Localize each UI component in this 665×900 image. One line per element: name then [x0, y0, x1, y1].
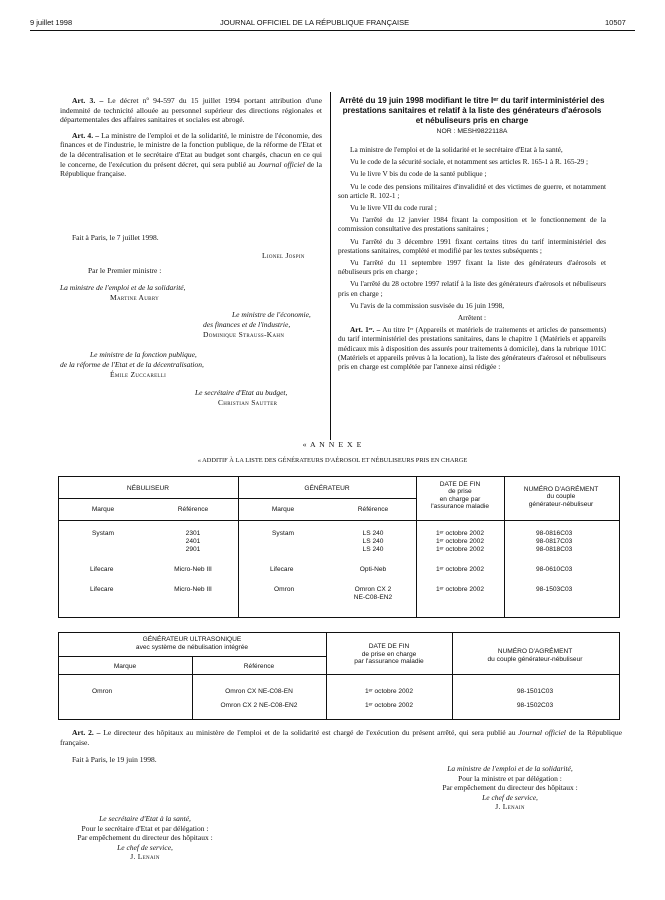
- table-cell: 98-1502C03: [516, 702, 554, 709]
- table2-h-date: DATE DE FIN de prise en charge par l'assurance maladie: [354, 643, 424, 666]
- arretent: Arrêtent :: [457, 313, 487, 323]
- table-cell: 1ᵉʳ octobre 2002: [435, 538, 485, 545]
- table-cell: Omron CX 2 NE-C08-EN2: [220, 702, 298, 709]
- table-cell: Lifecare: [90, 586, 114, 593]
- table-cell: 1ᵉʳ octobre 2002: [435, 586, 485, 593]
- table-cell: 1ᵉʳ octobre 2002: [364, 688, 414, 695]
- table1-header-divider: [58, 498, 416, 499]
- table-cell: Omron: [92, 688, 113, 695]
- table1-sub-reference: Référence: [177, 506, 209, 513]
- table-cell: LS 240: [362, 546, 384, 553]
- table-cell: NE-C08-EN2: [353, 594, 393, 601]
- table-cell: Systam: [92, 530, 114, 537]
- visa-item: Vu le livre V bis du code de la santé publique ;: [350, 169, 487, 179]
- min-emploi-name: Martine Aubry: [110, 293, 160, 302]
- visa-item: Vu l'arrêté du 3 décembre 1991 fixant certains titres du tarif interministériel des prestations sanitaires, complété et modifié par les textes subséquents ;: [338, 236, 606, 255]
- article-1: Art. 1ᵉʳ. – Au titre Iᵉʳ (Appareils et matériels de traitements et articles de pansements) du tarif interministériel des prestations sanitaires, dans le chapitre 1 (Matériels et appareils médicaux mis à disposition des assurés pour traitements à domicile), dans la rubrique 101C (Matériels et appareils prévus à la location), la liste des générateurs d'aérosol et nébuliseurs pris en charge est complétée par l'annexe ainsi rédigée :: [338, 325, 607, 372]
- sec-budget-name: Christian Sautter: [218, 398, 278, 407]
- table-cell: 2301: [185, 530, 201, 537]
- min-fp-title-1: Le ministre de la fonction publique,: [90, 350, 197, 359]
- table-cell: Systam: [272, 530, 294, 537]
- table-cell: 98-1501C03: [516, 688, 554, 695]
- table-cell: 98-0817C03: [536, 538, 573, 545]
- article-4: Art. 4. – La ministre de l'emploi et de la solidarité, le ministre de l'économie, des finances et de l'industrie, le ministre de la fonction publique, de la réforme de l'Etat et de la décentralisation et le secrétaire d'Etat au budget sont chargés, chacun en ce qui le concerne, de l'exécution du présent décret, qui sera publié au Journal officiel de la République française.: [60, 130, 323, 179]
- table2-h-num: NUMÉRO D'AGRÉMENT du couple générateur-nébuliseur: [487, 648, 583, 663]
- visa-item: Vu le code des pensions militaires d'invalidité et des victimes de guerre, et notamment son article R. 102-1 ;: [338, 181, 606, 200]
- column-divider: [330, 92, 331, 440]
- visa-item: Vu l'arrêté du 11 septembre 1997 fixant la liste des générateurs d'aérosols et nébuliseurs pris en charge ;: [338, 258, 606, 277]
- visa-item: Vu l'arrêté du 28 octobre 1997 relatif à la liste des générateurs d'aérosols et nébuliseurs pris en charge ;: [338, 279, 606, 298]
- signatory-pm: Lionel Jospin: [262, 251, 305, 260]
- table-cell: Lifecare: [90, 566, 114, 573]
- table-cell: LS 240: [362, 530, 384, 537]
- fait-date-bottom: Fait à Paris, le 19 juin 1998.: [72, 755, 157, 764]
- visa-item: La ministre de l'emploi et de la solidarité et le secrétaire d'Etat à la santé,: [350, 145, 563, 154]
- min-eco-title-1: Le ministre de l'économie,: [232, 310, 311, 319]
- table-cell: Opti-Neb: [359, 566, 387, 573]
- table-cell: 2401: [185, 538, 201, 545]
- table2-sub-reference: Référence: [243, 663, 275, 670]
- table-cell: 1ᵉʳ octobre 2002: [364, 702, 414, 709]
- min-fp-name: Émile Zuccarelli: [110, 370, 167, 379]
- table1-h-nebuliseur: NÉBULISEUR: [126, 485, 170, 492]
- table-cell: 1ᵉʳ octobre 2002: [435, 530, 485, 537]
- par-premier-ministre: Par le Premier ministre :: [88, 266, 162, 275]
- table-cell: 98-0818C03: [536, 546, 573, 553]
- table-cell: Micro-Neb III: [174, 566, 212, 573]
- table-cell: 98-1503C03: [536, 586, 573, 593]
- table-cell: LS 240: [362, 538, 384, 545]
- table1-h-generateur: GÉNÉRATEUR: [304, 485, 350, 492]
- header-page-number: 10507: [605, 18, 626, 27]
- sec-budget-title: Le secrétaire d'Etat au budget,: [195, 388, 288, 397]
- table-cell: 2901: [185, 546, 201, 553]
- table-cell: 98-0816C03: [536, 530, 573, 537]
- table2-sub-marque: Marque: [113, 663, 137, 670]
- table-cell: Lifecare: [270, 566, 294, 573]
- table-cell: Omron: [274, 586, 295, 593]
- header-rule: [30, 30, 635, 31]
- min-eco-title-2: des finances et de l'industrie,: [203, 320, 291, 329]
- annexe-subtitle: « ADDITIF À LA LISTE DES GÉNÉRATEURS D'AÉROSOL ET NÉBULISEURS PRIS EN CHARGE: [197, 457, 468, 464]
- visa-item: Vu l'avis de la commission susvisée du 16 juin 1998,: [350, 300, 505, 310]
- min-eco-name: Dominique Strauss-Kahn: [203, 330, 285, 339]
- table-cell: 98-0610C03: [536, 566, 573, 573]
- table-cell: 1ᵉʳ octobre 2002: [435, 566, 485, 573]
- left-column: [60, 96, 322, 182]
- min-emploi-title: La ministre de l'emploi et de la solidarité,: [60, 283, 186, 292]
- min-fp-title-2: de la réforme de l'Etat et de la décentralisation,: [60, 360, 204, 369]
- header-date: 9 juillet 1998: [30, 18, 73, 27]
- nor-reference: NOR : MESH9822118A: [436, 128, 508, 135]
- fait-date-left: Fait à Paris, le 7 juillet 1998.: [72, 233, 159, 242]
- visa-item: Vu le livre VII du code rural ;: [350, 203, 437, 213]
- signature-block-right: La ministre de l'emploi et de la solidarité, Pour la ministre et par délégation : Par empêchement du directeur des hôpitaux : Le chef de service, J. Lenain: [442, 764, 578, 811]
- table1-sub-marque: Marque: [91, 506, 115, 513]
- table1-col-divider: [238, 476, 239, 618]
- table2-h-generateur: GÉNÉRATEUR ULTRASONIQUE avec système de nébulisation intégrée: [135, 636, 249, 651]
- article-2: Art. 2. – Le directeur des hôpitaux au ministère de l'emploi et de la solidarité est chargé de l'exécution du présent arrêté, qui sera publié au Journal officiel de la République française.: [60, 728, 622, 747]
- table-cell: 1ᵉʳ octobre 2002: [435, 546, 485, 553]
- table1-h-agrement: NUMÉRO D'AGRÉMENT du couple générateur-nébuliseur: [523, 486, 599, 508]
- header-journal: JOURNAL OFFICIEL DE LA RÉPUBLIQUE FRANÇAISE: [220, 18, 410, 27]
- table1-sub-reference: Référence: [357, 506, 389, 513]
- right-column-text: [338, 145, 606, 374]
- signature-block-left: Le secrétaire d'Etat à la santé, Pour le secrétaire d'Etat et par délégation : Par empêchement du directeur des hôpitaux : Le chef de service, J. Lenain: [77, 814, 213, 861]
- table1-h-date: DATE DE FIN de prise en charge par l'assurance maladie: [430, 481, 490, 511]
- visa-item: Vu le code de la sécurité sociale, et notamment ses articles R. 165-1 à R. 165-29 ;: [350, 157, 589, 167]
- table1-sub-marque: Marque: [271, 506, 295, 513]
- article-3: Art. 3. – Le décret nº 94-597 du 15 juillet 1994 portant attribution d'une indemnité de technicité allouée au personnel supérieur des directions régionales et départementales des affaires sanitaires et sociales est abrogé.: [60, 96, 322, 125]
- visa-item: Vu l'arrêté du 12 janvier 1984 fixant la composition et le fonctionnement de la commission consultative des prestations sanitaires ;: [338, 215, 606, 234]
- annexe-title: « A N N E X E: [302, 440, 363, 449]
- table-cell: Omron CX NE-C08-EN: [225, 688, 293, 695]
- table-cell: Omron CX 2: [354, 586, 392, 593]
- arrete-title: Arrêté du 19 juin 1998 modifiant le titre Iᵉʳ du tarif interministériel des prestations sanitaires et relatif à la liste des générateurs d'aérosols et nébuliseurs pris en charge: [339, 96, 605, 125]
- table-cell: Micro-Neb III: [174, 586, 212, 593]
- table1-body-divider: [58, 520, 620, 521]
- table2-body-divider: [58, 674, 620, 675]
